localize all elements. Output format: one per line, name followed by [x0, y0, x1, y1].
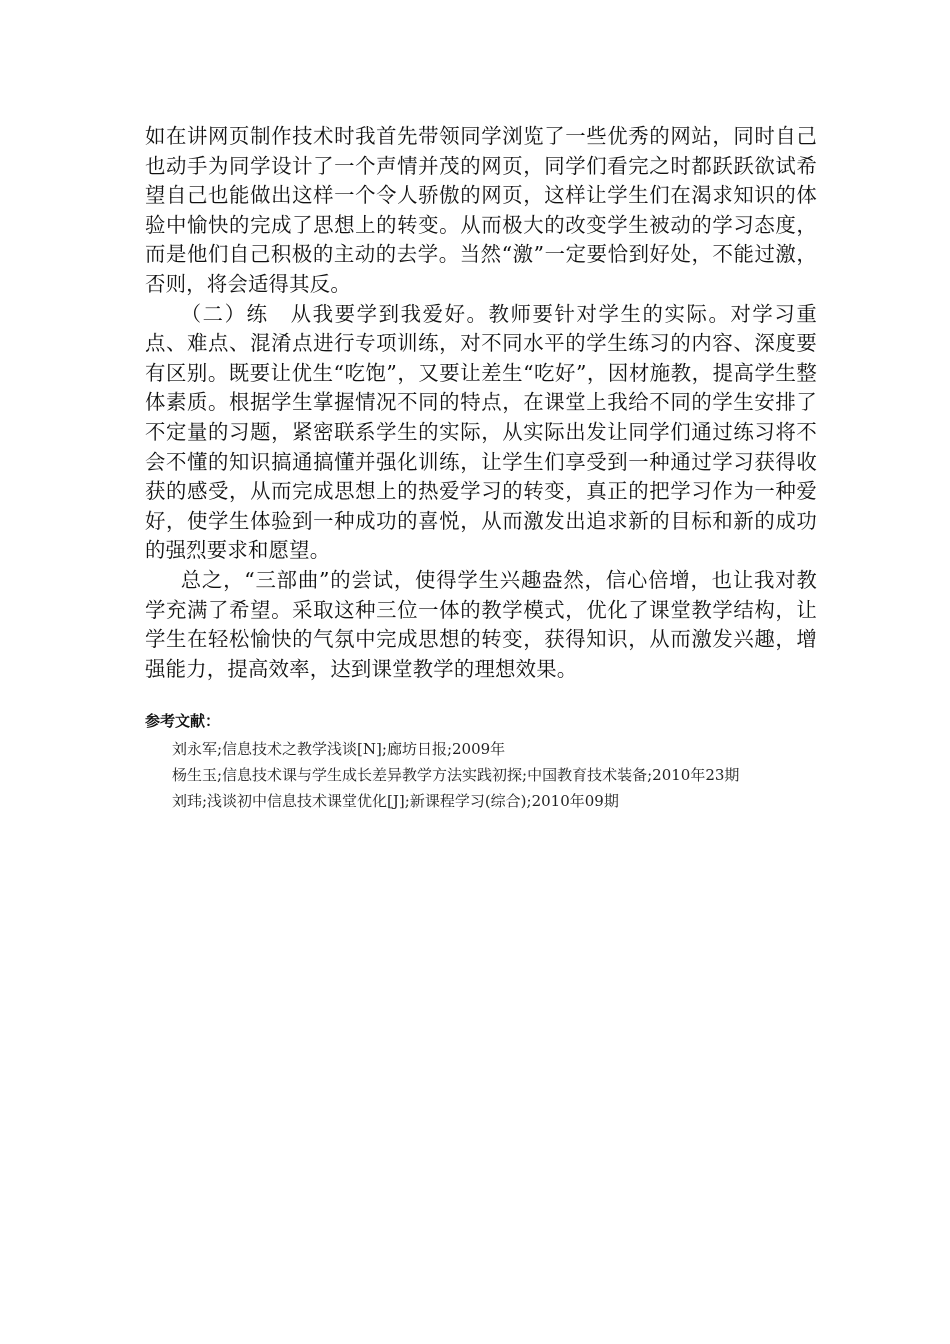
body-paragraph-3: 总之，“三部曲”的尝试，使得学生兴趣盎然，信心倍增，也让我对教学充满了希望。采取这种三位一体的教学模式，优化了课堂教学结构，让学生在轻松愉快的气氛中完成思想的转变，获得知识，从而激发兴趣，增强能力，提高效率，达到课堂教学的理想效果。: [145, 567, 817, 681]
reference-item: 杨生玉;信息技术课与学生成长差异教学方法实践初探;中国教育技术装备;2010年23期: [172, 766, 740, 785]
references-title: 参考文献：: [145, 712, 221, 731]
reference-item: 刘永军;信息技术之教学浅谈[N];廊坊日报;2009年: [172, 740, 506, 759]
body-paragraph-2: （二）练 从我要学到我爱好。教师要针对学生的实际。对学习重点、难点、混淆点进行专项训练，对不同水平的学生练习的内容、深度要有区别。既要让优生“吃饱”，又要让差生“吃好”，因材施教，提高学生整体素质。根据学生掌握情况不同的特点，在课堂上我给不同的学生安排了不定量的习题，紧密联系学生的实际，从实际出发让同学们通过练习将不会不懂的知识搞通搞懂并强化训练，让学生们享受到一种通过学习获得收获的感受，从而完成思想上的热爱学习的转变，真正的把学习作为一种爱好，使学生体验到一种成功的喜悦，从而激发出追求新的目标和新的成功的强烈要求和愿望。: [145, 301, 817, 563]
document-page: [145, 122, 817, 814]
body-paragraph-1: 如在讲网页制作技术时我首先带领同学浏览了一些优秀的网站，同时自己也动手为同学设计了一个声情并茂的网页，同学们看完之时都跃跃欲试希望自己也能做出这样一个令人骄傲的网页，这样让学生们在渴求知识的体验中愉快的完成了思想上的转变。从而极大的改变学生被动的学习态度，而是他们自己积极的主动的去学。当然“激”一定要恰到好处，不能过激，否则，将会适得其反。: [145, 124, 817, 296]
reference-item: 刘玮;浅谈初中信息技术课堂优化[J];新课程学习(综合);2010年09期: [172, 792, 619, 811]
references-section: [145, 710, 817, 814]
